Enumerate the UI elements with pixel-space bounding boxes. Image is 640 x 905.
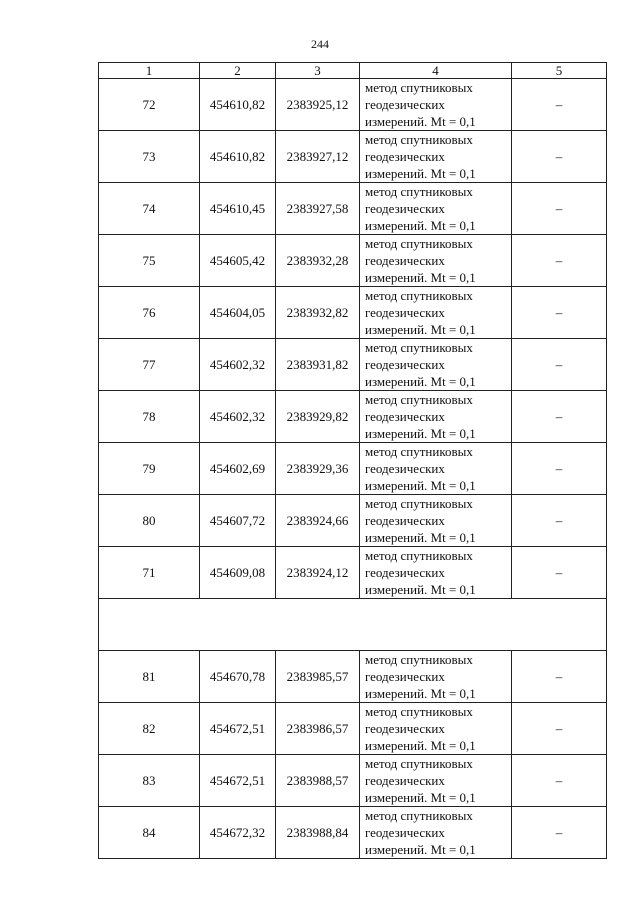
method-cell [360, 651, 512, 703]
method-text-line: геодезических [365, 201, 445, 216]
x-coordinate-cell: 454670,78 [200, 651, 276, 703]
point-number-cell: 83 [99, 755, 200, 807]
method-text-line: геодезических [365, 721, 445, 736]
method-text-line: геодезических [365, 305, 445, 320]
method-cell [360, 703, 512, 755]
y-coordinate-cell: 2383988,57 [276, 755, 360, 807]
method-cell [360, 755, 512, 807]
method-text-line: геодезических [365, 253, 445, 268]
y-coordinate-cell: 2383924,12 [276, 547, 360, 599]
column-header-3: 3 [276, 63, 360, 79]
table-row [99, 183, 607, 235]
y-coordinate-cell: 2383924,66 [276, 495, 360, 547]
column-header-4: 4 [360, 63, 512, 79]
point-number-cell: 78 [99, 391, 200, 443]
x-coordinate-cell: 454605,42 [200, 235, 276, 287]
column-5-cell: – [512, 339, 607, 391]
method-cell [360, 495, 512, 547]
method-text-line: геодезических [365, 773, 445, 788]
method-cell [360, 183, 512, 235]
y-coordinate-cell: 2383985,57 [276, 651, 360, 703]
y-coordinate-cell: 2383929,82 [276, 391, 360, 443]
point-number-cell: 74 [99, 183, 200, 235]
method-text-line: метод спутниковых [365, 704, 473, 719]
page-number: 244 [311, 37, 329, 51]
point-number-cell: 76 [99, 287, 200, 339]
method-text-line: геодезических [365, 461, 445, 476]
table-row [99, 547, 607, 599]
y-coordinate-cell: 2383988,84 [276, 807, 360, 859]
y-coordinate-cell: 2383927,58 [276, 183, 360, 235]
point-number-cell: 84 [99, 807, 200, 859]
table-row [99, 755, 607, 807]
method-text-line: метод спутниковых [365, 132, 473, 147]
method-text-line: измерений. Mt = 0,1 [365, 582, 476, 597]
point-number-cell: 75 [99, 235, 200, 287]
method-cell [360, 235, 512, 287]
method-text-line: метод спутниковых [365, 184, 473, 199]
method-cell [360, 443, 512, 495]
method-cell [360, 547, 512, 599]
column-5-cell: – [512, 79, 607, 131]
method-text-line: измерений. Mt = 0,1 [365, 166, 476, 181]
table-body [99, 79, 607, 859]
x-coordinate-cell: 454610,82 [200, 79, 276, 131]
method-text-line: метод спутниковых [365, 392, 473, 407]
y-coordinate-cell: 2383932,82 [276, 287, 360, 339]
x-coordinate-cell: 454610,45 [200, 183, 276, 235]
point-number-cell: 73 [99, 131, 200, 183]
column-header-1: 1 [99, 63, 200, 79]
table-row [99, 339, 607, 391]
table-row [99, 495, 607, 547]
column-5-cell: – [512, 391, 607, 443]
column-header-5: 5 [512, 63, 607, 79]
x-coordinate-cell: 454604,05 [200, 287, 276, 339]
method-text-line: геодезических [365, 357, 445, 372]
method-text-line: метод спутниковых [365, 288, 473, 303]
method-text-line: метод спутниковых [365, 756, 473, 771]
method-text-line: метод спутниковых [365, 652, 473, 667]
method-cell [360, 807, 512, 859]
table-row [99, 703, 607, 755]
method-text-line: геодезических [365, 825, 445, 840]
y-coordinate-cell: 2383932,28 [276, 235, 360, 287]
method-cell [360, 131, 512, 183]
y-coordinate-cell: 2383927,12 [276, 131, 360, 183]
method-text-line: измерений. Mt = 0,1 [365, 114, 476, 129]
group-separator-row [99, 599, 607, 651]
x-coordinate-cell: 454607,72 [200, 495, 276, 547]
column-5-cell: – [512, 495, 607, 547]
y-coordinate-cell: 2383929,36 [276, 443, 360, 495]
group-separator-cell [99, 599, 607, 651]
table-row [99, 443, 607, 495]
column-5-cell: – [512, 807, 607, 859]
method-cell [360, 391, 512, 443]
point-number-cell: 71 [99, 547, 200, 599]
method-text-line: измерений. Mt = 0,1 [365, 270, 476, 285]
method-cell [360, 79, 512, 131]
x-coordinate-cell: 454672,51 [200, 755, 276, 807]
table-row [99, 391, 607, 443]
column-header-2: 2 [200, 63, 276, 79]
method-text-line: геодезических [365, 97, 445, 112]
method-cell [360, 339, 512, 391]
method-text-line: геодезических [365, 409, 445, 424]
method-text-line: метод спутниковых [365, 496, 473, 511]
point-number-cell: 82 [99, 703, 200, 755]
x-coordinate-cell: 454609,08 [200, 547, 276, 599]
y-coordinate-cell: 2383931,82 [276, 339, 360, 391]
method-cell [360, 287, 512, 339]
method-text-line: измерений. Mt = 0,1 [365, 738, 476, 753]
method-text-line: измерений. Mt = 0,1 [365, 686, 476, 701]
method-text-line: измерений. Mt = 0,1 [365, 322, 476, 337]
table-row [99, 79, 607, 131]
method-text-line: метод спутниковых [365, 548, 473, 563]
method-text-line: измерений. Mt = 0,1 [365, 530, 476, 545]
coordinates-table [98, 62, 607, 859]
table-header-row [99, 63, 607, 79]
column-5-cell: – [512, 183, 607, 235]
method-text-line: метод спутниковых [365, 80, 473, 95]
column-5-cell: – [512, 703, 607, 755]
point-number-cell: 81 [99, 651, 200, 703]
point-number-cell: 77 [99, 339, 200, 391]
point-number-cell: 79 [99, 443, 200, 495]
y-coordinate-cell: 2383925,12 [276, 79, 360, 131]
method-text-line: геодезических [365, 149, 445, 164]
table-row [99, 235, 607, 287]
column-5-cell: – [512, 651, 607, 703]
y-coordinate-cell: 2383986,57 [276, 703, 360, 755]
method-text-line: измерений. Mt = 0,1 [365, 218, 476, 233]
method-text-line: геодезических [365, 513, 445, 528]
x-coordinate-cell: 454602,32 [200, 391, 276, 443]
x-coordinate-cell: 454602,32 [200, 339, 276, 391]
column-5-cell: – [512, 287, 607, 339]
column-5-cell: – [512, 235, 607, 287]
table-row [99, 287, 607, 339]
method-text-line: метод спутниковых [365, 236, 473, 251]
x-coordinate-cell: 454602,69 [200, 443, 276, 495]
table-row [99, 651, 607, 703]
method-text-line: геодезических [365, 669, 445, 684]
method-text-line: геодезических [365, 565, 445, 580]
x-coordinate-cell: 454672,51 [200, 703, 276, 755]
method-text-line: измерений. Mt = 0,1 [365, 790, 476, 805]
method-text-line: метод спутниковых [365, 808, 473, 823]
column-5-cell: – [512, 131, 607, 183]
column-5-cell: – [512, 755, 607, 807]
method-text-line: метод спутниковых [365, 340, 473, 355]
method-text-line: измерений. Mt = 0,1 [365, 478, 476, 493]
method-text-line: измерений. Mt = 0,1 [365, 426, 476, 441]
x-coordinate-cell: 454610,82 [200, 131, 276, 183]
table-row [99, 807, 607, 859]
point-number-cell: 72 [99, 79, 200, 131]
table-row [99, 131, 607, 183]
point-number-cell: 80 [99, 495, 200, 547]
method-text-line: метод спутниковых [365, 444, 473, 459]
method-text-line: измерений. Mt = 0,1 [365, 374, 476, 389]
method-text-line: измерений. Mt = 0,1 [365, 842, 476, 857]
column-5-cell: – [512, 443, 607, 495]
x-coordinate-cell: 454672,32 [200, 807, 276, 859]
column-5-cell: – [512, 547, 607, 599]
